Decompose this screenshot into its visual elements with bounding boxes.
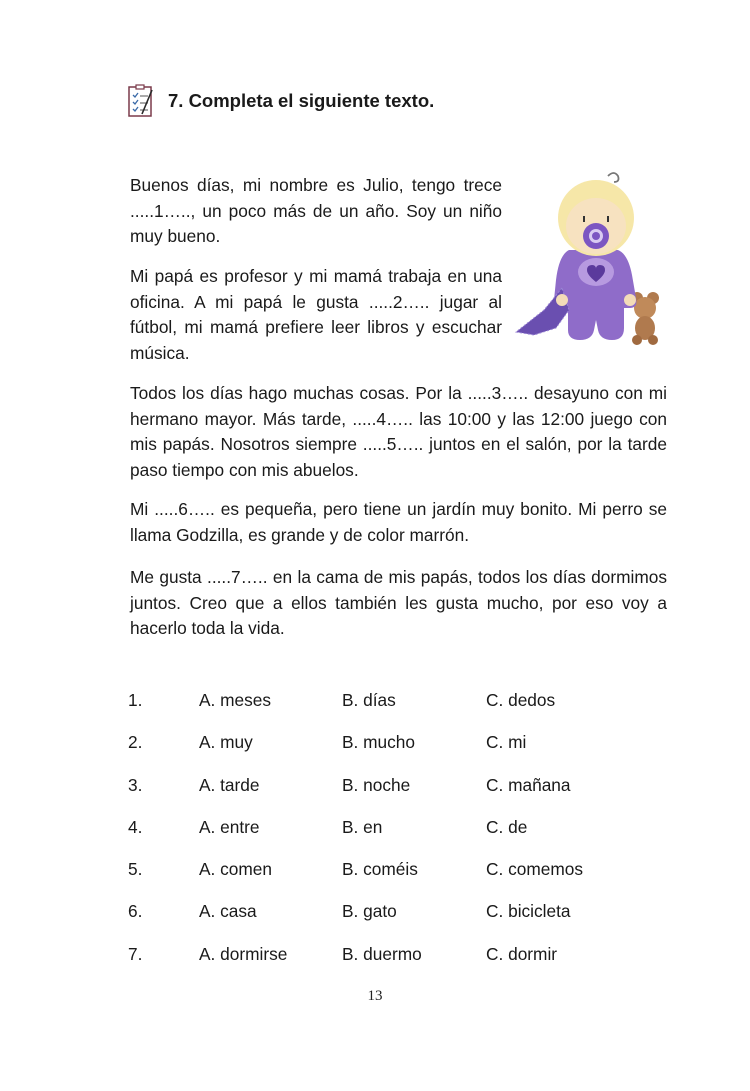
option-c: C. mi xyxy=(486,732,527,753)
page-number: 13 xyxy=(367,988,383,1004)
option-row xyxy=(128,732,668,774)
option-row xyxy=(128,859,668,901)
option-row xyxy=(128,775,668,817)
option-c: C. de xyxy=(486,816,528,837)
option-b: B. días xyxy=(342,690,396,710)
option-a: A. tarde xyxy=(199,774,260,795)
option-row xyxy=(128,901,668,943)
checklist-icon xyxy=(128,84,154,118)
option-b: B. noche xyxy=(342,774,411,795)
option-b: B. mucho xyxy=(342,732,415,753)
question-number: 3. xyxy=(128,774,143,795)
exercise-heading xyxy=(128,84,434,118)
question-number: 5. xyxy=(128,859,143,880)
option-b: B. en xyxy=(342,816,383,837)
option-b: B. duermo xyxy=(342,943,422,964)
option-c: C. comemos xyxy=(486,859,583,880)
option-c: C. dormir xyxy=(486,943,558,964)
option-a: A. muy xyxy=(199,732,253,753)
paragraph-3: Todos los días hago muchas cosas. Por la .....3….. desayuno con mi hermano mayor. Más tarde, .....4….. las 10:00 y las 12:00 juego con mis papás. Nosotros siempre .....5….. juntos en el salón, por la tarde paso tiempo con mis abuelos. xyxy=(130,383,667,480)
option-row xyxy=(128,817,668,859)
option-a: A. casa xyxy=(199,901,257,922)
option-c: C. mañana xyxy=(486,774,571,795)
option-a: A. comen xyxy=(199,859,272,880)
paragraph-1: Buenos días, mi nombre es Julio, tengo trece .....1….., un poco más de un año. Soy un niño muy bueno. xyxy=(130,175,502,246)
baby-illustration xyxy=(514,160,664,345)
question-number: 2. xyxy=(128,732,143,753)
option-a: A. entre xyxy=(199,816,260,837)
option-c: C. bicicleta xyxy=(486,901,571,922)
option-b: B. coméis xyxy=(342,859,418,880)
question-number: 1. xyxy=(128,690,143,710)
option-row xyxy=(128,690,668,732)
paragraph-5: Me gusta .....7….. en la cama de mis papás, todos los días dormimos juntos. Creo que a ellos también les gusta mucho, por eso voy a hacerlo toda la vida. xyxy=(130,567,667,638)
question-number: 7. xyxy=(128,943,143,964)
paragraph-4: Mi .....6….. es pequeña, pero tiene un jardín muy bonito. Mi perro se llama Godzilla, es grande y de color marrón. xyxy=(130,499,667,545)
option-a: A. dormirse xyxy=(199,943,288,964)
option-row xyxy=(128,944,668,986)
answer-options xyxy=(128,690,668,986)
question-number: 6. xyxy=(128,901,143,922)
option-b: B. gato xyxy=(342,901,397,922)
option-a: A. meses xyxy=(199,690,272,710)
paragraph-2: Mi papá es profesor y mi mamá trabaja en una oficina. A mi papá le gusta .....2….. jugar al fútbol, mi mamá prefiere leer libros y escuchar música. xyxy=(130,266,502,363)
question-number: 4. xyxy=(128,816,143,837)
exercise-title: 7. Completa el siguiente texto. xyxy=(168,90,435,111)
option-c: C. dedos xyxy=(486,690,556,710)
